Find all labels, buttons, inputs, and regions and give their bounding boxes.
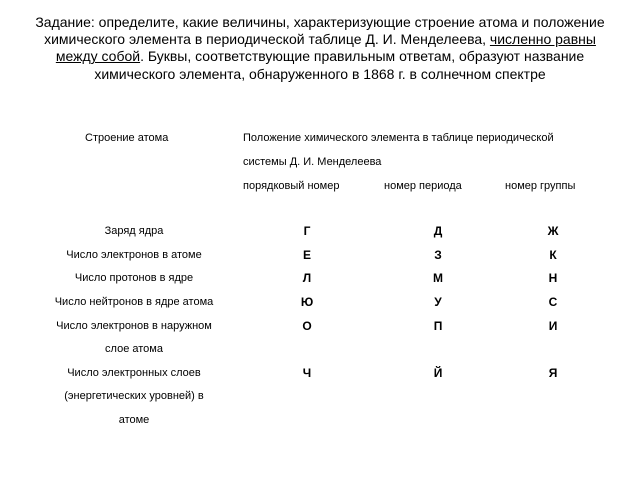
answer-letter: Я	[548, 366, 558, 380]
answer-letter: У	[434, 295, 442, 309]
header-position-line1: Положение химического элемента в таблице периодической	[243, 132, 554, 144]
task-text-part1: Задание: определите, какие величины, характеризующие строение атома и положение химического элемента в периодической таблице Д. И. Менделеева,	[35, 14, 605, 48]
row-label: Заряд ядра	[104, 225, 164, 237]
answer-letter: К	[549, 248, 557, 262]
task-text-part2: . Буквы, соответствующие правильным ответам, образуют название химического элемента, обнаруженного в 1868 г. в солнечном спектре	[94, 48, 585, 82]
answer-letter: Н	[548, 271, 558, 285]
subheader-period-number: номер периода	[384, 180, 462, 192]
row-label: атоме	[118, 413, 150, 426]
answer-letter: Ж	[547, 224, 559, 238]
answer-letter: Ю	[300, 295, 314, 309]
answer-letter: Й	[433, 366, 443, 380]
row-label: слое атома	[105, 343, 163, 356]
answer-letter: И	[548, 319, 558, 333]
row-label: Число электронов в атоме	[66, 249, 202, 261]
answer-letter: С	[548, 295, 558, 309]
answer-letter: З	[434, 248, 442, 262]
row-label: Число электронов в наружном	[56, 320, 212, 332]
answer-letter: М	[433, 271, 443, 285]
answer-letter: О	[302, 319, 312, 333]
row-label: (энергетических уровней) в	[64, 390, 204, 403]
task-text-underlined: численно равны между собой	[55, 31, 596, 65]
answer-letter: Е	[302, 248, 311, 262]
row-label: Число нейтронов в ядре атома	[54, 296, 214, 308]
header-atom-structure: Строение атома	[85, 132, 169, 144]
subheader-ordinal-number: порядковый номер	[243, 180, 340, 192]
answer-letter: Л	[302, 271, 312, 285]
answer-letter: П	[433, 319, 443, 333]
answer-letter: Ч	[302, 366, 312, 380]
answer-letter: Г	[303, 224, 311, 238]
row-label: Число электронных слоев	[67, 367, 201, 379]
row-label: Число протонов в ядре	[74, 272, 194, 284]
answer-letter: Д	[433, 224, 443, 238]
task-text	[30, 14, 610, 83]
header-position-line2: системы Д. И. Менделеева	[243, 156, 382, 168]
subheader-group-number: номер группы	[505, 180, 576, 192]
